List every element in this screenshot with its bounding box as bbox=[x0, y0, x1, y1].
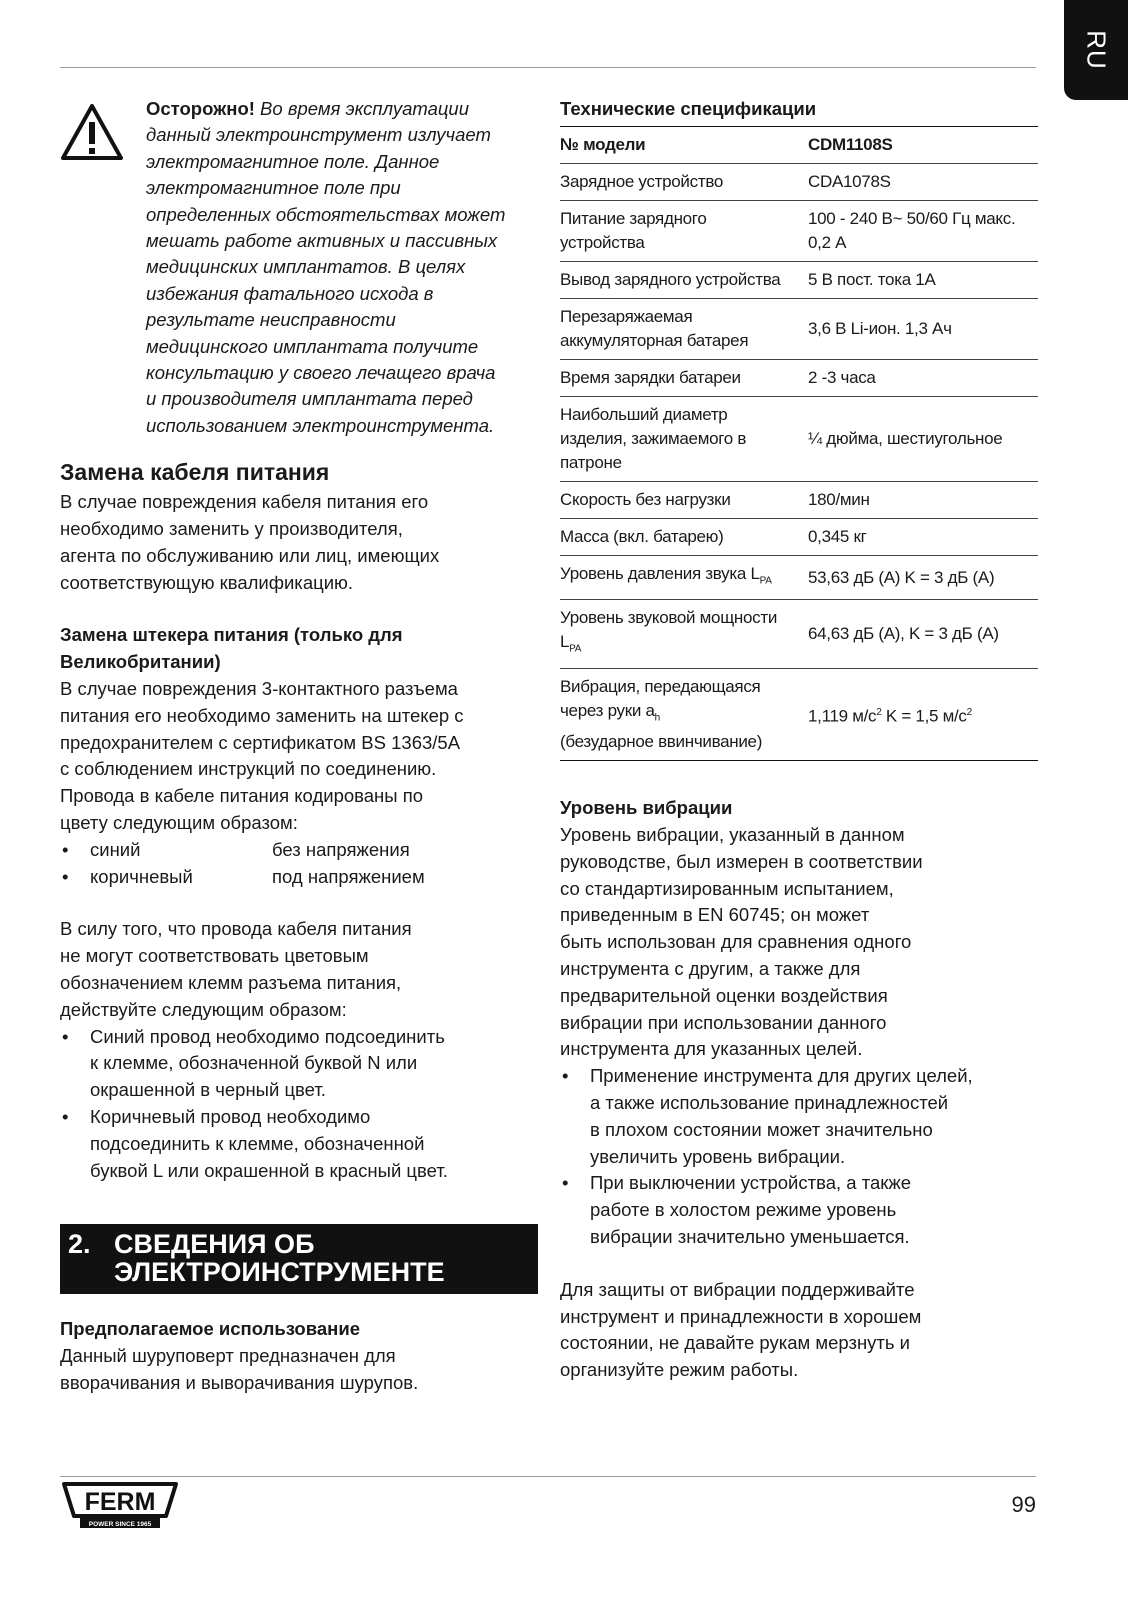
text-line: инструмент и принадлежности в хорошем bbox=[560, 1305, 922, 1327]
text-line: В случае повреждения кабеля питания его bbox=[60, 491, 429, 513]
text-line: а также использование принадлежностей bbox=[590, 1091, 949, 1113]
warning-line: электромагнитное поле при bbox=[146, 177, 401, 199]
text-line: не могут соответствовать цветовым bbox=[60, 945, 369, 967]
vibration-bullets bbox=[560, 1063, 1038, 1251]
spec-label: Уровень давления звука $L_{PA}$ bbox=[560, 556, 808, 600]
text-line: инструмента с другим, а также для bbox=[560, 957, 861, 979]
text-line: работе в холостом режиме уровень bbox=[590, 1199, 897, 1221]
text-line: к клемме, обозначенной буквой N или bbox=[90, 1052, 418, 1074]
page-number: 99 bbox=[1011, 1492, 1036, 1517]
text-line: инструмента для указанных целей. bbox=[560, 1038, 863, 1060]
svg-text:FERM: FERM bbox=[84, 1488, 156, 1516]
warning-line: избежания фатального исхода в bbox=[146, 282, 434, 304]
warning-text bbox=[146, 96, 505, 439]
text-line: питания его необходимо заменить на штекер с bbox=[60, 704, 464, 726]
spec-value: 180/мин bbox=[808, 482, 1038, 519]
intended-use-heading: Предполагаемое использование bbox=[60, 1318, 360, 1340]
text-line: обозначением клемм разъема питания, bbox=[60, 972, 402, 994]
list-item bbox=[60, 1104, 538, 1184]
text-line: В силу того, что провода кабеля питания bbox=[60, 918, 412, 940]
warning-block bbox=[60, 96, 538, 439]
list-item bbox=[560, 1063, 1038, 1170]
cable-paragraph bbox=[60, 489, 538, 596]
spec-value: 3,6 В Li-ион. 1,3 Ач bbox=[808, 299, 1038, 360]
warning-line: и производителя имплантата перед bbox=[146, 388, 473, 410]
text-line: быть использован для сравнения одного bbox=[560, 931, 912, 953]
spec-value: 5 В пост. тока 1А bbox=[808, 262, 1038, 299]
text-line: При выключении устройства, а также bbox=[590, 1172, 912, 1194]
spec-value: 100 - 240 В~ 50/60 Гц макс. 0,2 А bbox=[808, 201, 1038, 262]
spec-value: 2 -3 часа bbox=[808, 360, 1038, 397]
list-item bbox=[560, 1170, 1038, 1250]
wire-state: без напряжения bbox=[272, 838, 410, 860]
spec-label: № модели bbox=[560, 127, 808, 164]
warning-line: мешать работе активных и пассивных bbox=[146, 230, 498, 252]
vibration-heading: Уровень вибрации bbox=[560, 797, 733, 819]
spec-label: Питание зарядного устройства bbox=[560, 201, 808, 262]
text-line: вибрации при использовании данного bbox=[560, 1011, 887, 1033]
text-line: СВЕДЕНИЯ ОБ bbox=[114, 1229, 315, 1260]
text-line: руководстве, был измерен в соответствии bbox=[560, 850, 923, 872]
text-line: Великобритании) bbox=[60, 651, 221, 673]
text-line: подсоединить к клемме, обозначенной bbox=[90, 1132, 425, 1154]
spec-label: Скорость без нагрузки bbox=[560, 482, 808, 519]
warning-line: медицинских имплантатов. В целях bbox=[146, 256, 466, 278]
plug-paragraph bbox=[60, 676, 538, 837]
svg-text:POWER SINCE 1965: POWER SINCE 1965 bbox=[88, 1521, 152, 1528]
plug-heading bbox=[60, 622, 538, 676]
language-code: RU bbox=[1081, 30, 1112, 70]
text-line: агента по обслуживанию или лиц, имеющих bbox=[60, 544, 440, 566]
warning-label: Осторожно! bbox=[146, 98, 255, 119]
table-row bbox=[560, 262, 1038, 299]
table-row bbox=[560, 127, 1038, 164]
text-line: необходимо заменить у производителя, bbox=[60, 518, 403, 540]
spec-value: 0,345 кг bbox=[808, 519, 1038, 556]
warning-line: определенных обстоятельствах может bbox=[146, 203, 506, 225]
warning-triangle-icon bbox=[60, 96, 130, 439]
text-line: буквой L или окрашенной в красный цвет. bbox=[90, 1159, 448, 1181]
wiring-instructions-list bbox=[60, 1024, 538, 1185]
left-column bbox=[60, 96, 538, 1397]
wire-color: • коричневый bbox=[90, 865, 193, 887]
spec-value: 53,63 дБ (A) K = 3 дБ (A) bbox=[808, 556, 1038, 600]
text-line: Уровень вибрации, указанный в данном bbox=[560, 823, 905, 845]
table-row bbox=[560, 668, 1038, 760]
warning-line: консультацию у своего лечащего врача bbox=[146, 362, 496, 384]
header-rule bbox=[60, 67, 1036, 68]
text-line: Синий провод необходимо подсоединить bbox=[90, 1025, 445, 1047]
spec-value: CDA1078S bbox=[808, 164, 1038, 201]
spec-label: Время зарядки батареи bbox=[560, 360, 808, 397]
section-title bbox=[114, 1230, 445, 1286]
ferm-logo bbox=[62, 1480, 178, 1535]
spec-value: CDM1108S bbox=[808, 127, 1038, 164]
text-line: Замена штекера питания (только для bbox=[60, 624, 403, 646]
warning-line: медицинского имплантата получите bbox=[146, 335, 479, 357]
text-line: действуйте следующим образом: bbox=[60, 998, 347, 1020]
table-row bbox=[560, 397, 1038, 482]
text-line: Провода в кабеле питания кодированы по bbox=[60, 785, 424, 807]
list-item bbox=[60, 837, 538, 864]
spec-label: Вывод зарядного устройства bbox=[560, 262, 808, 299]
spec-value: 1,119 $м/с^2$ K = 1,5 $м/с^2$ bbox=[808, 668, 1038, 760]
table-row bbox=[560, 164, 1038, 201]
vibration-paragraph bbox=[560, 822, 1038, 1063]
wire-color-list bbox=[60, 837, 538, 891]
spec-label: Зарядное устройство bbox=[560, 164, 808, 201]
intended-use-paragraph bbox=[60, 1343, 538, 1397]
text-line: предварительной оценки воздействия bbox=[560, 984, 888, 1006]
text-line: приведенным в EN 60745; он может bbox=[560, 904, 870, 926]
text-line: цвету следующим образом: bbox=[60, 812, 298, 834]
list-item bbox=[60, 864, 538, 891]
text-line: со стандартизированным испытанием, bbox=[560, 877, 894, 899]
text-line: в плохом состоянии может значительно bbox=[590, 1118, 933, 1140]
text-line: с соблюдением инструкций по соединению. bbox=[60, 758, 437, 780]
section-number: 2. bbox=[68, 1229, 91, 1260]
plug-paragraph-2 bbox=[60, 916, 538, 1023]
table-row bbox=[560, 519, 1038, 556]
warning-line: данный электроинструмент излучает bbox=[146, 124, 491, 146]
warning-line: электромагнитное поле. Данное bbox=[146, 150, 440, 172]
text-line: увеличить уровень вибрации. bbox=[590, 1145, 846, 1167]
wire-state: под напряжением bbox=[272, 865, 425, 887]
spec-label: Вибрация, передающаяся через руки $a_h$ (безударное ввинчивание) bbox=[560, 668, 808, 760]
spec-label: Наибольший диаметр изделия, зажимаемого в патроне bbox=[560, 397, 808, 482]
spec-label: Перезаряжаемая аккумуляторная батарея bbox=[560, 299, 808, 360]
text-line: Применение инструмента для других целей, bbox=[590, 1065, 973, 1087]
table-row bbox=[560, 600, 1038, 668]
warning-line: использованием электроинструмента. bbox=[146, 414, 495, 436]
text-line: Данный шуруповерт предназначен для bbox=[60, 1345, 396, 1367]
text-line: соответствующую квалификацию. bbox=[60, 571, 354, 593]
footer-rule bbox=[60, 1476, 1036, 1477]
cable-heading: Замена кабеля питания bbox=[60, 459, 330, 486]
language-tab bbox=[1064, 0, 1128, 100]
text-line: предохранителем с сертификатом BS 1363/5A bbox=[60, 731, 461, 753]
text-line: ЭЛЕКТРОИНСТРУМЕНТЕ bbox=[114, 1257, 445, 1288]
text-line: состоянии, не давайте рукам мерзнуть и bbox=[560, 1332, 911, 1354]
spec-value: ¼ дюйма, шестиугольное bbox=[808, 397, 1038, 482]
spec-label: Масса (вкл. батарею) bbox=[560, 519, 808, 556]
list-item bbox=[60, 1024, 538, 1104]
vibration-closing bbox=[560, 1277, 1038, 1384]
text-line: организуйте режим работы. bbox=[560, 1359, 799, 1381]
table-row bbox=[560, 299, 1038, 360]
warning-line: Во время эксплуатации bbox=[260, 98, 470, 119]
text-line: вворачивания и выворачивания шурупов. bbox=[60, 1372, 419, 1393]
text-line: окрашенной в черный цвет. bbox=[90, 1079, 326, 1101]
text-line: Коричневый провод необходимо bbox=[90, 1106, 371, 1128]
spec-value: 64,63 дБ (A), K = 3 дБ (A) bbox=[808, 600, 1038, 668]
spec-table bbox=[560, 127, 1038, 761]
right-column bbox=[560, 96, 1038, 1384]
warning-line: результате неисправности bbox=[146, 309, 396, 331]
table-row bbox=[560, 360, 1038, 397]
text-line: вибрации значительно уменьшается. bbox=[590, 1225, 910, 1247]
spec-label: Уровень звуковой мощности $L_{PA}$ bbox=[560, 600, 808, 668]
table-row bbox=[560, 482, 1038, 519]
wire-color: • синий bbox=[90, 838, 141, 860]
text-line: Для защиты от вибрации поддерживайте bbox=[560, 1278, 915, 1300]
spec-title: Технические спецификации bbox=[560, 96, 1038, 127]
table-row bbox=[560, 556, 1038, 600]
table-row bbox=[560, 201, 1038, 262]
text-line: В случае повреждения 3-контактного разъема bbox=[60, 678, 458, 700]
section-heading-bar bbox=[60, 1224, 538, 1294]
